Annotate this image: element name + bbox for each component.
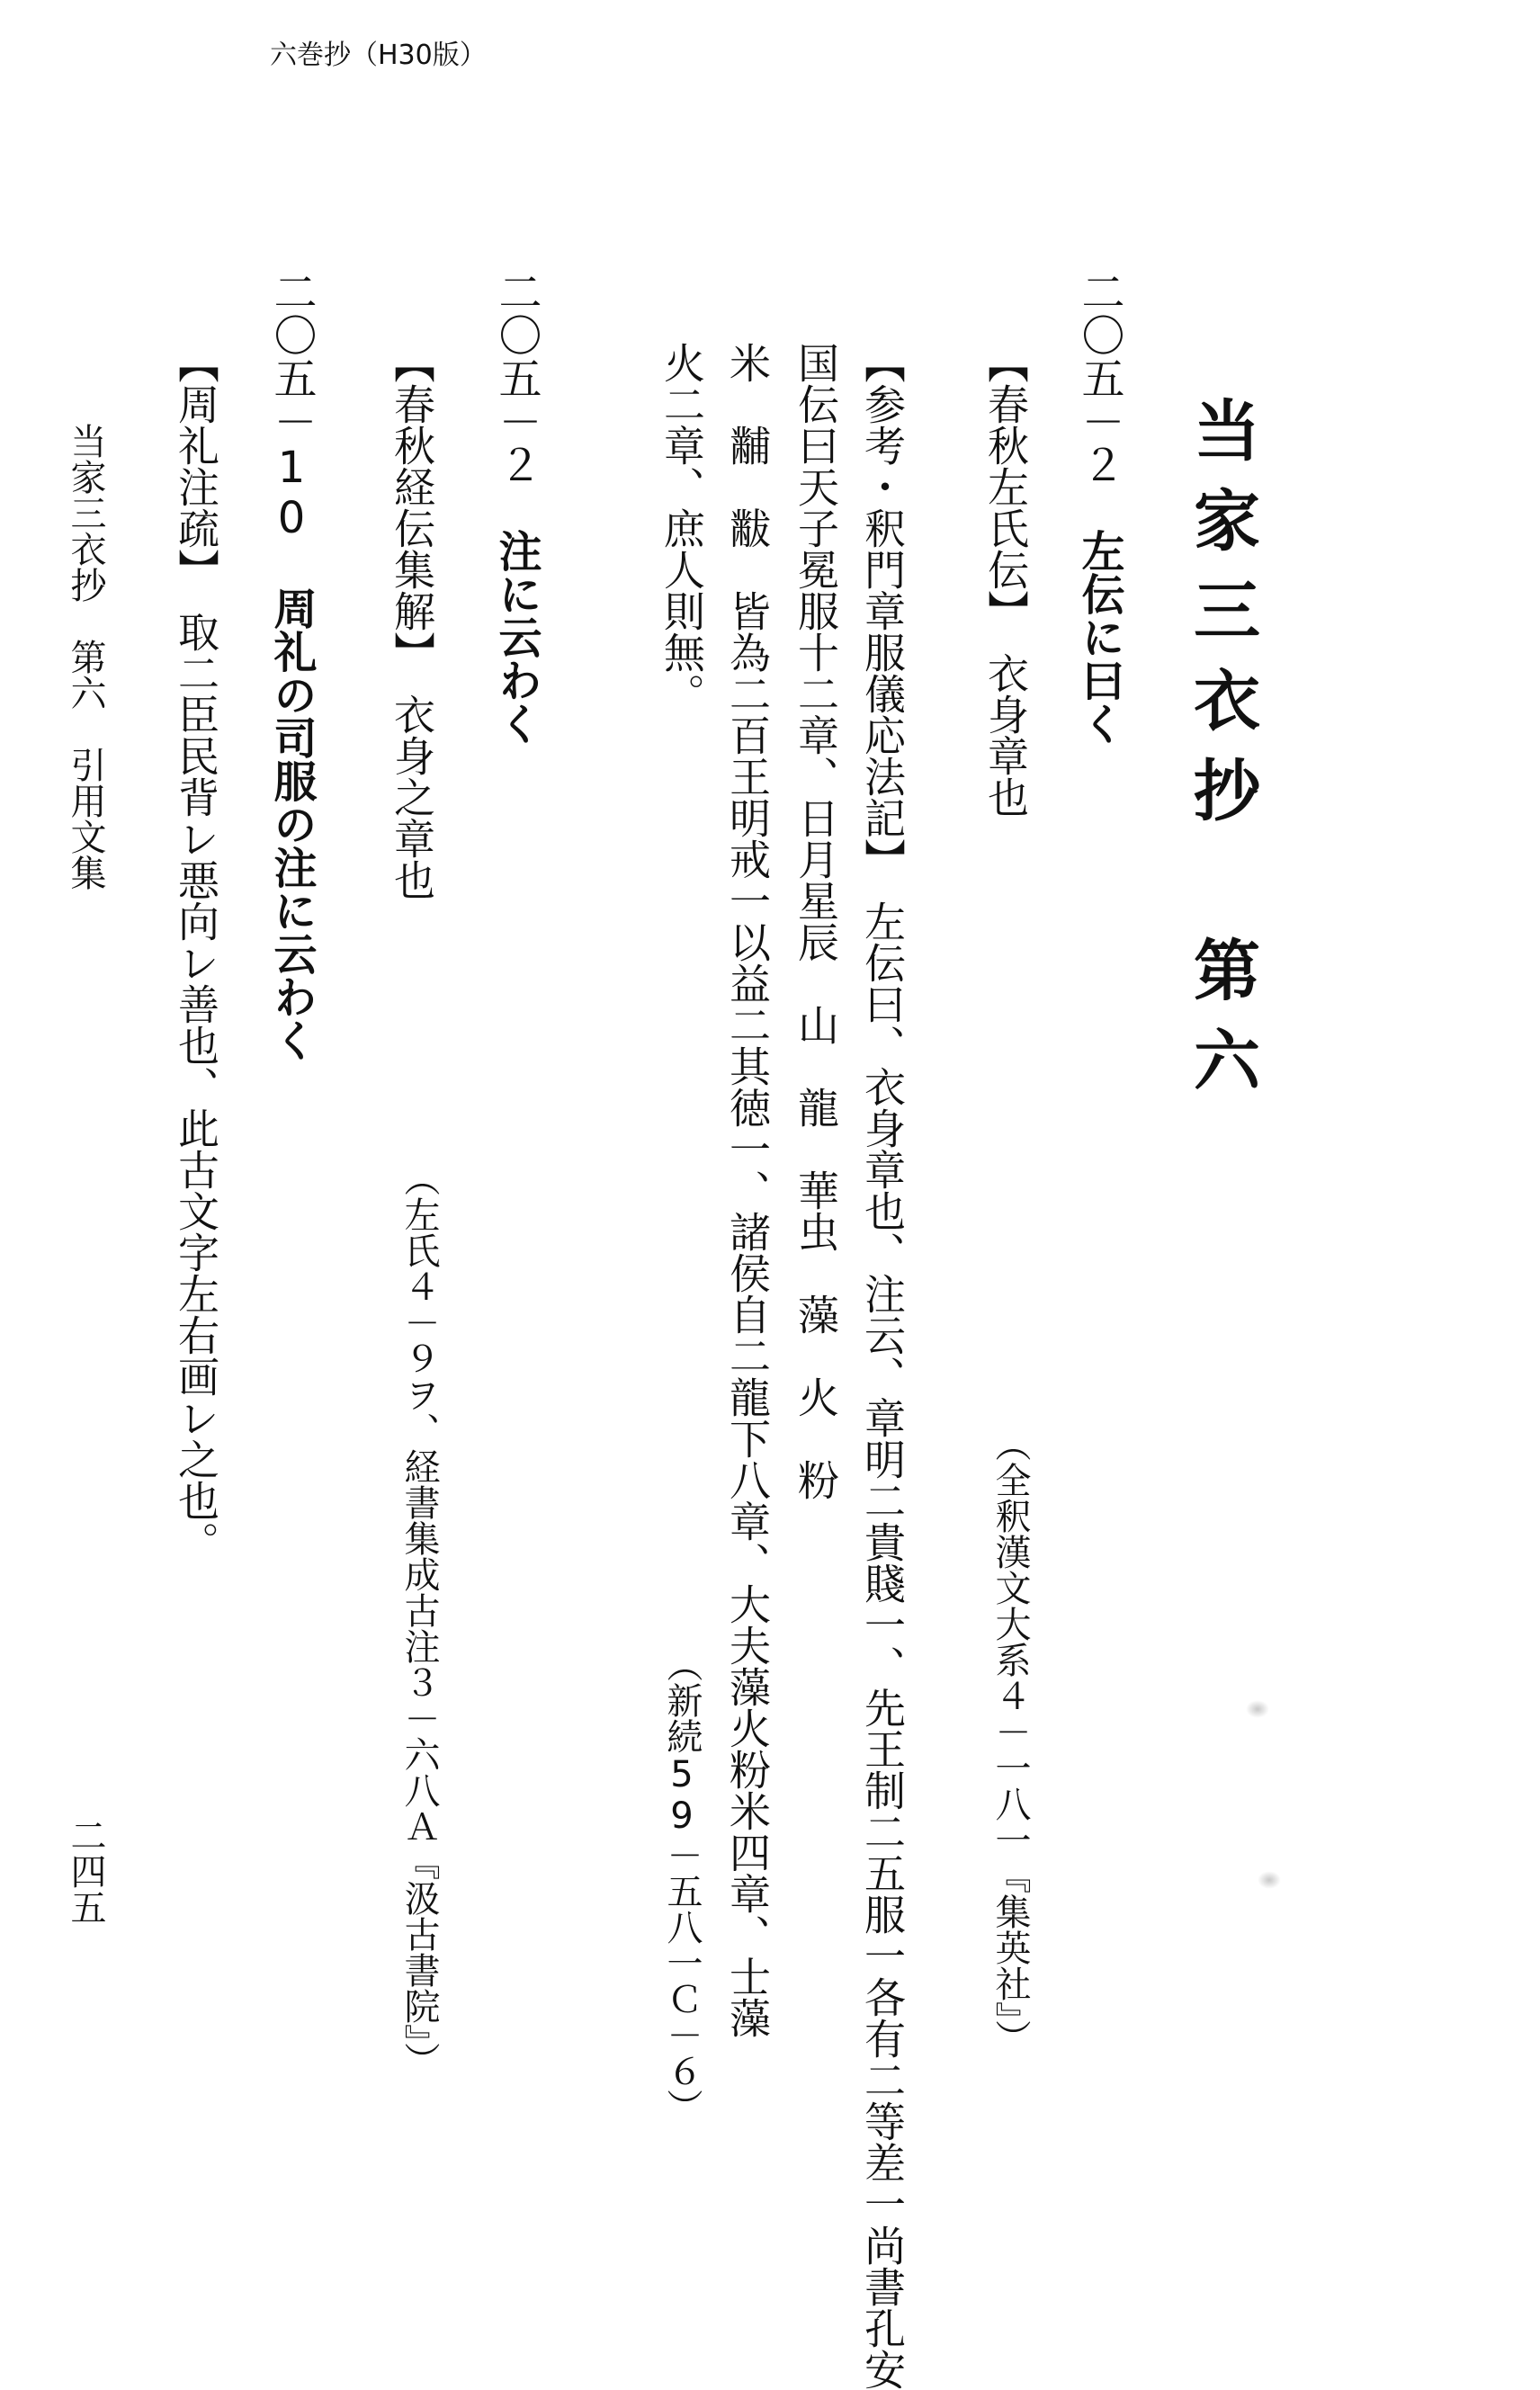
source-text-3: 【周礼注疏】 取二臣民背レ悪向レ善也、此古文字左右画レ之也。 (172, 342, 220, 1562)
section-heading-text: 周礼の司服の注に云わく (266, 586, 317, 1061)
source-citation-2: （左氏４－９ヲ、経書集成古注３－六八Ａ『汲古書院』） (398, 1160, 440, 2078)
source-text-1: 【春秋左氏伝】 衣身章也 (981, 342, 1030, 818)
reference-citation: （新続59－五八一Ｃ－６） (661, 1646, 703, 2125)
section-number: 二〇五－２ (1074, 270, 1124, 486)
section-number: 二〇五－２ (491, 270, 542, 486)
section-heading-text: 注に云わく (491, 529, 542, 745)
scan-speck (1258, 1871, 1281, 1889)
section-heading-text: 左伝に曰く (1074, 529, 1124, 745)
reference-line-1: 【参考・釈門章服儀応法記】 左伝曰、衣身章也、注云、章明二貴賤一、先王制二五服一各有二等差一尚書孔安 (858, 342, 907, 2390)
section-heading-1 (1069, 270, 1131, 745)
page-number: 二四五 (65, 1817, 106, 1925)
section-heading-3 (261, 270, 323, 1061)
source-text-2: 【春秋経伝集解】 衣身之章也 (388, 342, 436, 900)
scan-speck (1246, 1700, 1269, 1718)
document-title: 当家三衣抄 第六 (1183, 396, 1260, 1115)
reference-line-2: 国伝曰天子冕服十二章、日月星辰 山 龍 華虫 藻 火 粉 (792, 342, 840, 1500)
reference-line-3: 米 黼 黻 皆為二百王明戒一以益二其徳一、諸侯自二龍下八章、大夫藻火粉米四章、士藻 (723, 342, 772, 2038)
source-citation-1: （全釈漢文大系４－一八一『集英社』） (989, 1426, 1031, 2055)
reference-line-4: 火二章、庶人則無。 (658, 342, 706, 714)
running-title: 当家三衣抄 第六 引用文集 (65, 423, 106, 891)
page-header: 六巻抄（H30版） (270, 40, 487, 71)
section-heading-2 (486, 270, 548, 745)
section-number: 二〇五－10 (266, 270, 317, 543)
